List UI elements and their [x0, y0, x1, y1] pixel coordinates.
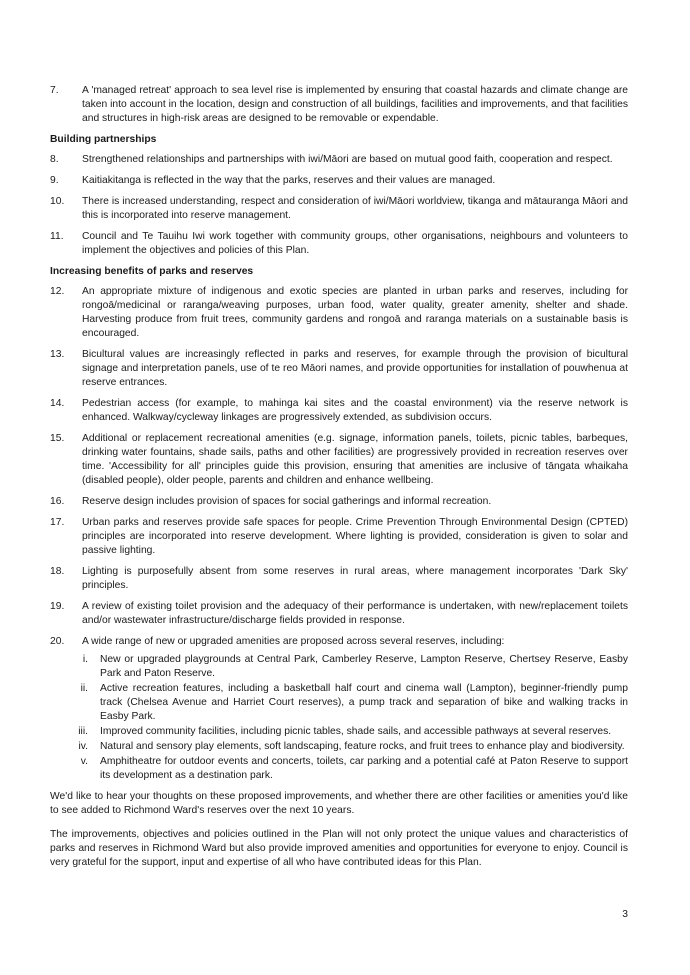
item-number: 20.	[50, 636, 65, 647]
list-item	[50, 397, 628, 425]
list-group-a	[50, 84, 628, 126]
sub-item-text: Improved community facilities, including picnic tables, shade sails, and accessible pathways at several reserves.	[100, 726, 612, 737]
sub-item-number: iv.	[78, 741, 88, 752]
item-number: 11.	[50, 231, 64, 242]
sub-item-number: ii.	[80, 683, 88, 694]
item-text: Pedestrian access (for example, to mahinga kai sites and the coastal environment) via the reserve network is enhanced. Walkway/cycleway linkages are progressively extended, as subdivision occurs.	[82, 398, 628, 423]
item-number: 13.	[50, 349, 65, 360]
sub-item-text: Amphitheatre for outdoor events and concerts, toilets, car parking and a potential café at Paton Reserve to support its development as a destination park.	[100, 756, 628, 781]
list-item	[50, 495, 628, 509]
list-item	[50, 174, 628, 188]
closing-paragraph: We'd like to hear your thoughts on these proposed improvements, and whether there are other facilities or amenities you'd like to see added to Richmond Ward's reserves over the next 10 years.	[50, 791, 628, 816]
item-number: 19.	[50, 601, 65, 612]
item-number: 18.	[50, 566, 65, 577]
item-text: There is increased understanding, respect and consideration of iwi/Māori worldview, tikanga and mātauranga Māori and this is incorporated into reserve management.	[82, 196, 628, 221]
item-number: 16.	[50, 496, 65, 507]
sub-item-number: iii.	[78, 726, 88, 737]
closing-paragraph: The improvements, objectives and policies outlined in the Plan will not only protect the unique values and characteristics of parks and reserves in Richmond Ward but also provide improved amenities and opportunities for everyone to enjoy. Council is very grateful for the support, input and expertise of all who have contributed ideas for this Plan.	[50, 829, 628, 869]
item-number: 9.	[50, 175, 59, 186]
section-heading-partnerships: Building partnerships	[50, 134, 157, 145]
list-group-b	[50, 153, 628, 258]
sub-list-item	[50, 755, 628, 783]
list-item	[50, 600, 628, 628]
section-heading-benefits: Increasing benefits of parks and reserves	[50, 266, 254, 277]
list-item	[50, 635, 628, 649]
item-number: 12.	[50, 286, 65, 297]
item-number: 15.	[50, 433, 65, 444]
item-text: Reserve design includes provision of spaces for social gatherings and informal recreation.	[82, 496, 492, 507]
item-text: Kaitiakitanga is reflected in the way that the parks, reserves and their values are managed.	[82, 175, 496, 186]
sub-list	[50, 653, 628, 783]
item-text: A review of existing toilet provision and the adequacy of their performance is undertaken, with new/replacement toilets and/or wastewater infrastructure/discharge fields provided in response.	[82, 601, 628, 626]
list-item	[50, 230, 628, 258]
item-text: Lighting is purposefully absent from some reserves in rural areas, where management incorporates 'Dark Sky' principles.	[82, 566, 628, 591]
sub-list-item	[50, 682, 628, 724]
item-number: 7.	[50, 85, 59, 96]
item-text: Strengthened relationships and partnerships with iwi/Māori are based on mutual good faith, cooperation and respect.	[82, 154, 613, 165]
list-item	[50, 432, 628, 488]
list-item	[50, 285, 628, 341]
list-group-c	[50, 285, 628, 649]
sub-item-text: Active recreation features, including a basketball half court and cinema wall (Lampton), beginner-friendly pump track (Chelsea Avenue and Harriet Court reserves), a pump track and separation of bike and walking tracks in Easby Park.	[100, 683, 628, 722]
item-text: Council and Te Tauihu Iwi work together with community groups, other organisations, neighbours and volunteers to implement the objectives and policies of this Plan.	[82, 231, 628, 256]
list-item	[50, 153, 628, 167]
item-text: A 'managed retreat' approach to sea level rise is implemented by ensuring that coastal hazards and climate change are taken into account in the location, design and construction of all buildings, facilities and improvements, and that facilities and structures in high-risk areas are designed to be removable or expendable.	[82, 85, 628, 124]
sub-item-text: Natural and sensory play elements, soft landscaping, feature rocks, and fruit trees to enhance play and biodiversity.	[100, 741, 625, 752]
item-text: Urban parks and reserves provide safe spaces for people. Crime Prevention Through Environmental Design (CPTED) principles are incorporated into reserve development. Where lighting is provided, consideration is given to solar and passive lighting.	[82, 517, 628, 556]
item-number: 14.	[50, 398, 65, 409]
item-text: An appropriate mixture of indigenous and exotic species are planted in urban parks and reserves, including for rongoā/medicinal or raranga/weaving purposes, urban food, water quality, greater amenity, shelter and shade. Harvesting produce from fruit trees, community gardens and rongoā and raranga materials on a sustainable basis is encouraged.	[82, 286, 628, 339]
item-text: A wide range of new or upgraded amenities are proposed across several reserves, including:	[82, 636, 505, 647]
document-page	[50, 84, 628, 877]
sub-list-item	[50, 653, 628, 681]
item-number: 8.	[50, 154, 59, 165]
sub-item-number: i.	[82, 654, 88, 665]
page-number: 3	[622, 909, 628, 920]
sub-item-number: v.	[80, 756, 88, 767]
list-item	[50, 195, 628, 223]
list-item	[50, 84, 628, 126]
list-item	[50, 565, 628, 593]
list-item	[50, 348, 628, 390]
list-item	[50, 516, 628, 558]
item-text: Bicultural values are increasingly reflected in parks and reserves, for example through the provision of bicultural signage and interpretation panels, use of te reo Māori names, and provide opportunities for installation of pouwhenua at reserve entrances.	[82, 349, 628, 388]
item-number: 17.	[50, 517, 65, 528]
sub-item-text: New or upgraded playgrounds at Central Park, Camberley Reserve, Lampton Reserve, Chertsey Reserve, Easby Park and Paton Reserve.	[100, 654, 628, 679]
sub-list-item	[50, 725, 628, 739]
item-number: 10.	[50, 196, 65, 207]
item-text: Additional or replacement recreational amenities (e.g. signage, information panels, toilets, picnic tables, barbeques, drinking water fountains, shade sails, paths and other facilities) are progressively provided in recreation reserves over time. 'Accessibility for all' principles guide this provision, ensuring that amenities are inclusive of tāngata whaikaha (disabled people), older people, parents and children and enhance wellbeing.	[82, 433, 628, 486]
sub-list-item	[50, 740, 628, 754]
